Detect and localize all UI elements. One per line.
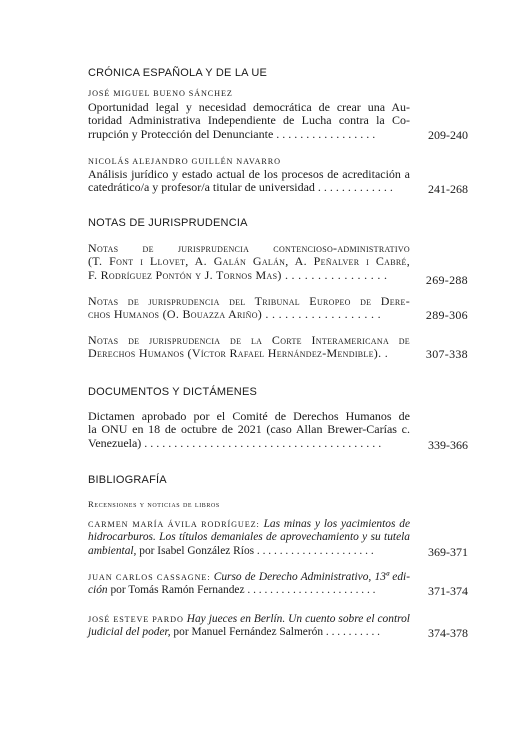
entry-line: Notas de jurisprudencia del Tribunal Europeo de Dere- [88,294,410,308]
entry-author: NICOLÁS ALEJANDRO GUILLÉN NAVARRO [88,157,281,166]
toc-entry [88,613,468,640]
entry-line: Derechos Humanos (Víctor Rafael Hernández-Mendible). . [88,346,389,361]
entry-line: la ONU en 18 de octubre de 2021 (caso Allan Brewer-Carías c. [88,422,410,437]
entry-line: Dictamen aprobado por el Comité de Derechos Humanos de [88,409,410,423]
book-title: hidrocarburos. Los títulos demaniales de aprovechamiento y su tutela [88,531,410,544]
section-title-cronica: CRÓNICA ESPAÑOLA Y DE LA UE [88,67,268,79]
entry-line: toridad Administrativa Independiente de Lucha contra la Co- [88,113,410,128]
section-title-notas: NOTAS DE JURISPRUDENCIA [88,217,248,229]
section-subtitle: Recensiones y noticias de libros [88,499,220,509]
page-range: 339-366 [428,438,468,452]
book-title: Hay jueces en Berlín. Un cuento sobre el control [186,613,410,625]
entry-line: Venezuela) . . . . . . . . . . . . . . . . . . . . . . . . . . . . . . . . . . . . . . . . [88,435,382,450]
toc-entry [88,168,468,195]
entry-author: CARMEN MARÍA ÁVILA RODRÍGUEZ: [88,520,260,529]
toc-entry [88,410,468,450]
page-range: 307-338 [425,347,468,361]
entry-line: F. Rodríguez Pontón y J. Tornos Mas) . . . . . . . . . . . . . . . . [88,267,388,282]
entry-line: Oportunidad legal y necesidad democrática de crear una Au- [88,100,410,114]
page-range: 241-268 [428,182,468,196]
toc-entry [88,241,468,287]
entry-author: JOSÉ MIGUEL BUENO SÁNCHEZ [88,89,233,98]
entry-reviewer: por Isabel González Ríos . . . . . . . . . . . . . . . . . . . . . [136,544,374,557]
book-title: Las minas y los yacimientos de [263,518,411,530]
entry-author: JUAN CARLOS CASSAGNE: [88,573,211,582]
entry-line: Notas de jurisprudencia de la Corte Interamericana de [88,333,410,347]
page-range: 289-306 [425,308,468,322]
page-range: 269-288 [425,273,468,287]
entry-line: Notas de jurisprudencia contencioso-administrativo [88,241,410,255]
page-range: 374-378 [428,626,468,640]
toc-entry [88,101,468,141]
entry-reviewer: por Manuel Fernández Salmerón . . . . . . . . . . [170,626,380,639]
entry-author: JOSÉ ESTEVE PARDO [88,615,184,624]
toc-entry [88,518,468,558]
entry-line: (T. Font i Llovet, A. Galán Galán, A. Peñalver i Cabré, [88,254,410,269]
book-title: judicial del poder, [88,626,171,639]
entry-reviewer: por Tomás Ramón Fernandez . . . . . . . . . . . . . . . . . . . . . . . [107,584,376,597]
page-range: 209-240 [428,128,468,142]
entry-line: Análisis jurídico y estado actual de los procesos de acreditación a [88,167,410,181]
entry-line: rrupción y Protección del Denunciante . . . . . . . . . . . . . . . . . [88,126,376,141]
entry-line: catedrático/a y profesor/a titular de universidad . . . . . . . . . . . . . [88,180,393,195]
page-range: 369-371 [428,545,468,559]
toc-entry [88,295,468,322]
section-title-documentos: DOCUMENTOS Y DICTÁMENES [88,386,258,398]
toc-entry [88,334,468,361]
page-range: 371-374 [428,584,468,598]
entry-line: chos Humanos (O. Bouazza Ariño) . . . . . . . . . . . . . . . . . . [88,307,381,322]
book-title: Curso de Derecho Administrativo, 13ª edi- [213,571,410,583]
section-title-bibliografia: BIBLIOGRAFÍA [88,474,167,486]
book-title: ambiental, [88,544,137,557]
toc-entry [88,571,468,598]
book-title: ción [88,584,108,597]
